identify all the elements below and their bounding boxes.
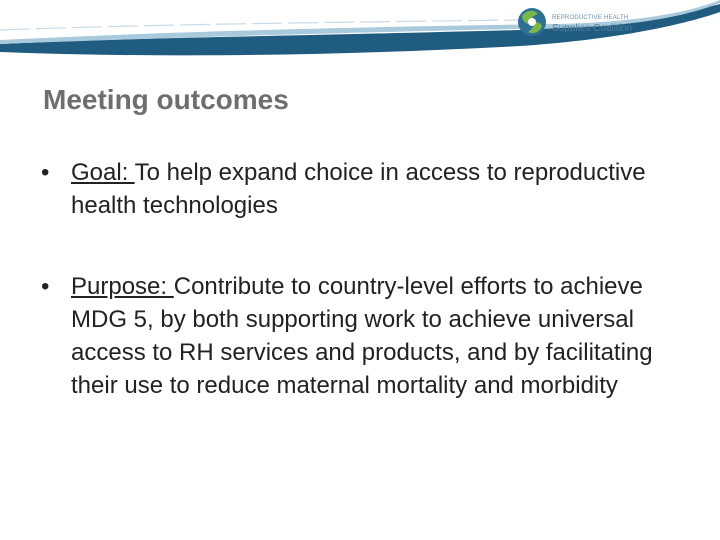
slide-title: Meeting outcomes xyxy=(43,84,289,115)
bullet-marker: • xyxy=(41,159,50,186)
coalition-logo-icon xyxy=(516,6,548,38)
bullet-marker: • xyxy=(41,273,50,300)
bullet-goal xyxy=(38,156,678,222)
bullet-list xyxy=(38,156,678,402)
bullet-text-goal: To help expand choice in access to reproductive health technologies xyxy=(71,159,646,219)
bullet-label-goal: Goal: xyxy=(71,159,135,186)
bullet-label-purpose: Purpose: xyxy=(71,273,174,300)
coalition-logo[interactable] xyxy=(516,6,636,40)
logo-name: Supplies Coalition xyxy=(552,23,633,34)
logo-tagline: REPRODUCTIVE HEALTH xyxy=(552,15,629,21)
bullet-text-purpose: Contribute to country-level efforts to achieve MDG 5, by both supporting work to achieve universal access to RH services and products, and by facilitating their use to reduce maternal mortality and morbidity xyxy=(71,273,653,399)
bullet-purpose xyxy=(38,270,678,402)
